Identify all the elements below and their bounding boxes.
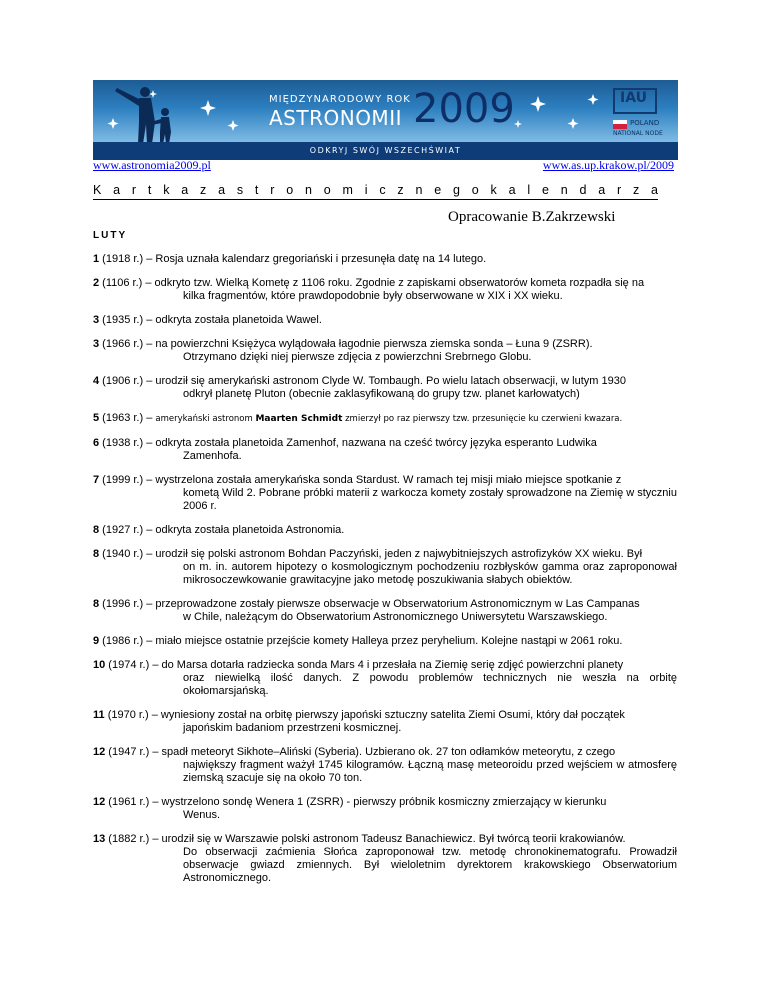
heading-letter: a xyxy=(218,183,226,197)
entry-text: (1963 r.) – xyxy=(99,412,156,424)
heading-letter: n xyxy=(415,183,423,197)
entry-day: 2 xyxy=(93,277,100,289)
calendar-entry xyxy=(93,635,677,648)
heading-letter: o xyxy=(286,183,294,197)
heading-letter: z xyxy=(632,183,640,197)
entry-day: 12 xyxy=(93,796,106,808)
heading-letter: o xyxy=(471,183,479,197)
calendar-entry xyxy=(93,709,677,735)
entry-day: 12 xyxy=(93,746,106,758)
heading-letter: l xyxy=(527,183,531,197)
heading-letter: r xyxy=(617,183,622,197)
entry-day: 4 xyxy=(93,375,100,387)
entry-continuation: Zamenhofa. xyxy=(183,450,242,462)
iau-logo-text: IAU xyxy=(620,90,647,106)
banner-year: 2009 xyxy=(413,86,515,132)
entry-day: 1 xyxy=(93,253,100,265)
entry-continuation: w Chile, należącym do Obserwatorium Astronomicznego Uniwersytetu Warszawskiego. xyxy=(183,611,608,623)
calendar-entry xyxy=(93,548,677,587)
calendar-entry xyxy=(93,412,677,426)
entry-day: 8 xyxy=(93,524,100,536)
entry-text: (1966 r.) – na powierzchni Księżyca wylądowała łagodnie pierwsza ziemska sonda – Łuna 9 (ZSRR). xyxy=(99,338,593,350)
entry-person-name: Maarten Schmidt xyxy=(255,414,343,424)
entry-text-small: amerykański astronom xyxy=(155,414,256,424)
heading-letter: r xyxy=(270,183,275,197)
heading-letter: k xyxy=(163,183,170,197)
entry-continuation: oraz niewielką ilość danych. Z powodu problemów technicznych nie weszła na orbitę okołomarsjańską. xyxy=(183,672,677,697)
heading-letter: n xyxy=(560,183,568,197)
calendar-entry xyxy=(93,746,677,785)
entry-text: (1961 r.) – wystrzelono sondę Wenera 1 (ZSRR) - pierwszy próbnik kosmiczny zmierzający w kierunku xyxy=(105,796,607,808)
entry-continuation: odkrył planetę Pluton (obecnie zaklasyfikowaną do grupy tzw. planet karłowatych) xyxy=(183,388,580,400)
entry-day: 13 xyxy=(93,833,106,845)
banner-title-small: MIĘDZYNARODOWY ROK xyxy=(269,94,411,105)
heading-letter: g xyxy=(452,183,460,197)
heading-letter: z xyxy=(397,183,404,197)
header-banner xyxy=(93,80,678,160)
heading-letter: c xyxy=(379,183,386,197)
page-heading xyxy=(93,183,658,200)
entry-day: 8 xyxy=(93,548,100,560)
calendar-entry xyxy=(93,277,677,303)
entry-text: (1935 r.) – odkryta została planetoida Wawel. xyxy=(99,314,322,326)
heading-letter: m xyxy=(342,183,353,197)
month-title: LUTY xyxy=(93,230,128,241)
entry-text: (1906 r.) – urodził się amerykański astronom Clyde W. Tombaugh. Po wielu latach obserwacji, w lutym 1930 xyxy=(99,375,626,387)
calendar-entry xyxy=(93,598,677,624)
entry-continuation: kometą Wild 2. Pobrane próbki materii z warkocza komety zostały sprowadzone na Ziemię w styczniu 2006 r. xyxy=(183,487,677,512)
heading-letter: t xyxy=(254,183,259,197)
entry-text: (1882 r.) – urodził się w Warszawie polski astronom Tadeusz Banachiewicz. Był twórcą teorii krakowianów. xyxy=(105,833,626,845)
heading-letter: i xyxy=(364,183,368,197)
entry-text: (1970 r.) – wyniesiony został na orbitę pierwszy japoński sztuczny satelita Ziemi Osumi, który dał początek xyxy=(104,709,625,721)
entry-day: 8 xyxy=(93,598,100,610)
heading-letter: a xyxy=(113,183,121,197)
entry-day: 3 xyxy=(93,314,100,326)
entry-text: (1996 r.) – przeprowadzone zostały pierwsze obserwacje w Obserwatorium Astronomicznym w Las Campanas xyxy=(99,598,640,610)
entry-day: 7 xyxy=(93,474,100,486)
entry-day: 10 xyxy=(93,659,106,671)
heading-letter: d xyxy=(579,183,587,197)
calendar-entry xyxy=(93,833,677,885)
calendar-entry xyxy=(93,314,677,327)
entry-day: 9 xyxy=(93,635,100,647)
link-as-up-krakow[interactable]: www.as.up.krakow.pl/2009 xyxy=(542,158,674,172)
entry-text: (1940 r.) – urodził się polski astronom Bohdan Paczyński, jeden z najwybitniejszych astrofizyków XX wieku. Był xyxy=(99,548,643,560)
banner-node: NATIONAL NODE xyxy=(613,130,663,137)
heading-letter: a xyxy=(508,183,516,197)
entry-continuation: Do obserwacji zaćmienia Słońca zaproponował tzw. metodę chronokinematografu. Prowadził obserwacje gwiazd zmiennych. Był wieloletnim dyrektorem krakowskiego Obserwatorium Astronomicznego. xyxy=(183,846,677,884)
entry-text: (1918 r.) – Rosja uznała kalendarz gregoriański i przesunęła datę na 14 lutego. xyxy=(99,253,487,265)
entry-continuation: Otrzymano dzięki niej pierwsze zdjęcia z powierzchni Srebrnego Globu. xyxy=(183,351,532,363)
heading-letter: r xyxy=(131,183,137,197)
calendar-entry xyxy=(93,474,677,513)
entry-text: (1999 r.) – wystrzelona została amerykańska sonda Stardust. W ramach tej misji miało miejsce spotkanie z xyxy=(99,474,622,486)
entry-continuation: japońskim badaniom przestrzeni kosmicznej. xyxy=(183,722,402,734)
calendar-entry xyxy=(93,437,677,463)
entry-continuation: kilka fragmentów, które prawdopodobnie były obserwowane w XIX i XX wieku. xyxy=(183,290,563,302)
calendar-entry xyxy=(93,338,677,364)
entry-continuation: największy fragment ważył 1745 kilogramów. Łączną masę meteoroidu przed wejściem w atmosferę ziemską szacuje się na około 70 ton. xyxy=(183,759,677,784)
entry-continuation: on m. in. autorem hipotezy o kosmologicznym pochodzeniu rozbłysków gamma oraz zaproponował mikrosoczewkowanie grawitacyjne jako metodę poszukiwania słabych obiektów. xyxy=(183,561,677,586)
entry-text-small: zmierzył po raz pierwszy tzw. przesunięcie ku czerwieni kwazara. xyxy=(342,414,623,424)
banner-country: POLAND xyxy=(630,119,660,127)
poland-flag-icon xyxy=(613,120,627,129)
heading-letter: o xyxy=(323,183,331,197)
heading-letter: e xyxy=(541,183,549,197)
link-astronomia2009[interactable]: www.astronomia2009.pl xyxy=(93,158,211,172)
entry-day: 6 xyxy=(93,437,100,449)
heading-letter: e xyxy=(434,183,442,197)
calendar-entries xyxy=(93,253,677,896)
entry-continuation: Wenus. xyxy=(183,809,221,821)
heading-letter: a xyxy=(651,183,658,197)
author: Opracowanie B.Zakrzewski xyxy=(448,209,616,225)
heading-letter: a xyxy=(181,183,189,197)
banner-tagline: ODKRYJ SWÓJ WSZECHŚWIAT xyxy=(309,146,462,155)
heading-letter: n xyxy=(304,183,312,197)
entry-text: (1106 r.) – odkryto tzw. Wielką Kometę z 1106 roku. Zgodnie z zapiskami obserwatorów kometa rozpadła się na xyxy=(99,277,645,289)
entry-day: 5 xyxy=(93,412,100,424)
heading-letter: s xyxy=(236,183,244,197)
calendar-entry xyxy=(93,253,677,266)
entry-text: (1927 r.) – odkryta została planetoida Astronomia. xyxy=(99,524,345,536)
entry-text: (1986 r.) – miało miejsce ostatnie przejście komety Halleya przez peryhelium. Kolejne nastąpi w 2061 roku. xyxy=(99,635,623,647)
astronomer-silhouette-icon xyxy=(105,82,185,144)
entry-day: 11 xyxy=(93,709,105,721)
entry-text: (1947 r.) – spadł meteoryt Sikhote–Aliński (Syberia). Uzbierano ok. 27 ton odłamków meteorytu, z czego xyxy=(105,746,616,758)
entry-day: 3 xyxy=(93,338,100,350)
heading-letter: k xyxy=(490,183,497,197)
calendar-entry xyxy=(93,375,677,401)
heading-letter: K xyxy=(93,183,102,197)
heading-letter: a xyxy=(598,183,606,197)
heading-letter: t xyxy=(147,183,152,197)
calendar-entry xyxy=(93,524,677,537)
entry-text: (1974 r.) – do Marsa dotarła radziecka sonda Mars 4 i przesłała na Ziemię serię zdjęć powierzchni planety xyxy=(105,659,624,671)
heading-letter: z xyxy=(200,183,207,197)
banner-title-big: ASTRONOMII xyxy=(269,106,402,130)
entry-text: (1938 r.) – odkryta została planetoida Zamenhof, nazwana na cześć twórcy języka esperanto Ludwika xyxy=(99,437,597,449)
calendar-entry xyxy=(93,796,677,822)
calendar-entry xyxy=(93,659,677,698)
